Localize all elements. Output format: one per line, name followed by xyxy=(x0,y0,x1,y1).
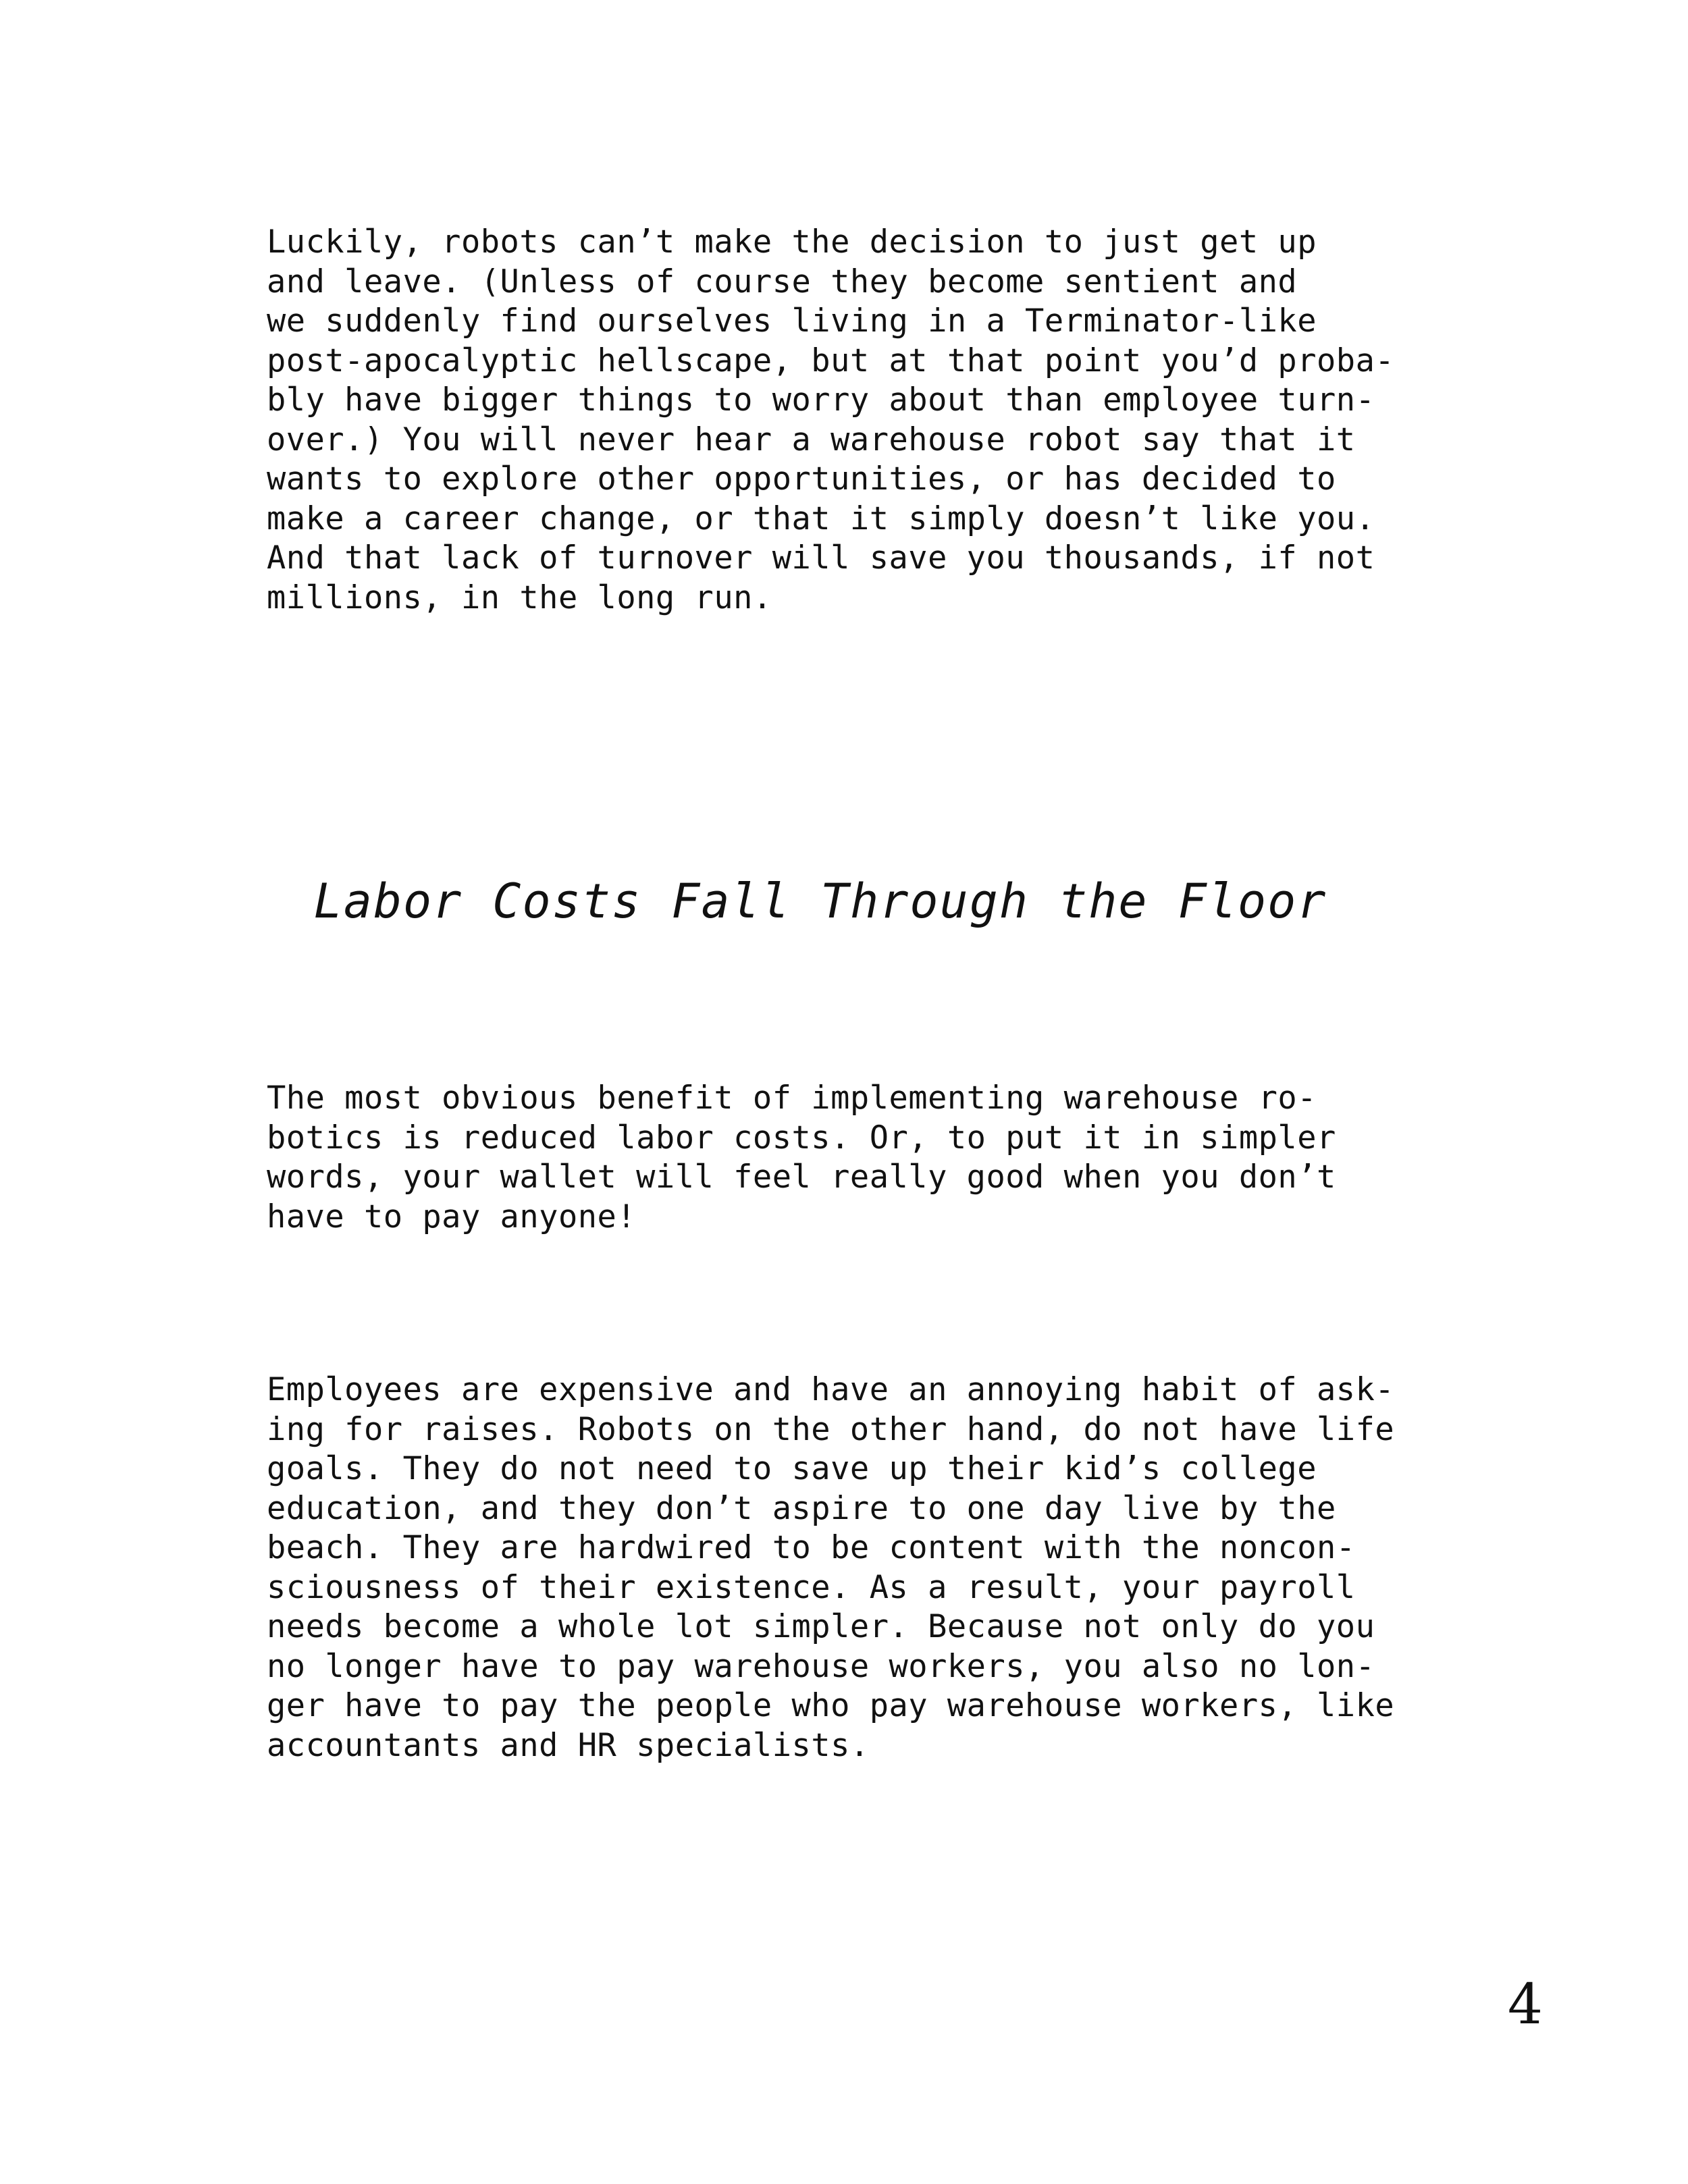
body-paragraph-employees: Employees are expensive and have an annoying habit of ask- ing for raises. Robots on the other hand, do not have life goals. They do not need to save up their kid’s college education, and they don’t aspire to one day live by the beach. They are hardwired to be content with the noncon- sciousness of their existence. As a result, your payroll needs become a whole lot simpler. Because not only do you no longer have to pay warehouse workers, you also no lon- ger have to pay the people who pay warehouse workers, like accountants and HR specialists. xyxy=(267,1371,1395,1764)
body-paragraph-turnover: Luckily, robots can’t make the decision to just get up and leave. (Unless of course they become sentient and we suddenly find ourselves living in a Terminator-like post-apocalyptic hellscape, but at that point you’d proba- bly have bigger things to worry about than employee turn- over.) You will never hear a warehouse robot say that it wants to explore other opportunities, or has decided to make a career change, or that it simply doesn’t like you. And that lack of turnover will save you thousands, if not millions, in the long run. xyxy=(267,223,1395,616)
page-number: 4 xyxy=(1507,1973,1543,2037)
body-paragraph-labor-costs: The most obvious benefit of implementing warehouse ro- botics is reduced labor costs. Or, to put it in simpler words, your wallet will feel really good when you don’t have to pay anyone! xyxy=(267,1080,1336,1235)
section-heading: Labor Costs Fall Through the Floor xyxy=(313,874,1327,929)
